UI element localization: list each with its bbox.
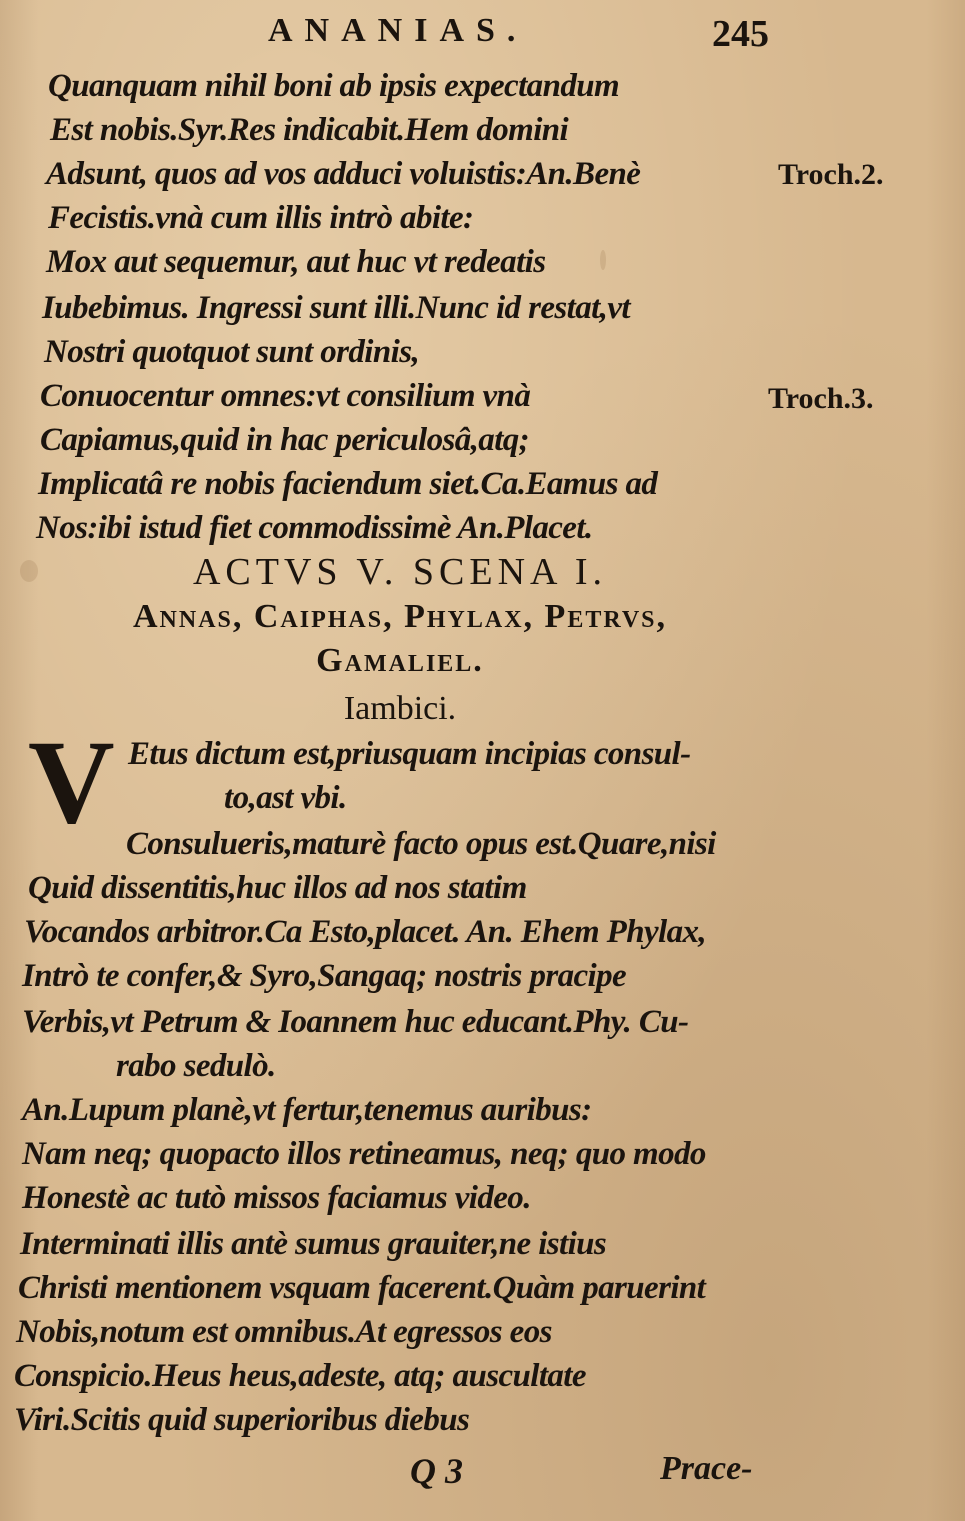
text-line: Implicatâ re nobis faciendum siet.Ca.Eamus ad: [38, 466, 658, 502]
act-heading: ACTVS V. SCENA I.: [192, 551, 608, 593]
text-line: Fecistis.vnà cum illis intrò abite:: [48, 200, 474, 236]
text-line: Vocandos arbitror.Ca Esto,placet. An. Ehem Phylax,: [24, 914, 707, 950]
text-line: Adsunt, quos ad vos adduci voluistis:An.Benè: [46, 156, 641, 192]
text-line: Consulueris,maturè facto opus est.Quare,nisi: [126, 826, 716, 862]
paper-stain: [600, 250, 606, 270]
text-line: Quanquam nihil boni ab ipsis expectandum: [48, 68, 620, 104]
page-number: 245: [712, 13, 769, 55]
drop-cap: V: [28, 715, 115, 848]
text-line: Nostri quotquot sunt ordinis,: [44, 334, 420, 370]
text-line: Verbis,vt Petrum & Ioannem huc educant.Phy. Cu-: [22, 1004, 689, 1040]
text-line: Quid dissentitis,huc illos ad nos statim: [28, 870, 527, 906]
text-line: Iubebimus. Ingressi sunt illi.Nunc id restat,vt: [42, 290, 630, 326]
text-line: Conspicio.Heus heus,adeste, atq; auscultate: [14, 1358, 586, 1394]
text-line: Conuocentur omnes:vt consilium vnà: [40, 378, 531, 414]
text-line: Capiamus,quid in hac periculosâ,atq;: [40, 422, 530, 458]
running-head: ANANIAS.: [268, 12, 528, 49]
signature-mark: Q 3: [410, 1451, 463, 1491]
text-line: Nam neq; quopacto illos retineamus, neq; quo modo: [22, 1136, 706, 1172]
catchword: Prace-: [660, 1450, 753, 1487]
text-line: Etus dictum est,priusquam incipias consul-: [128, 736, 691, 772]
text-line: Intrò te confer,& Syro,Sangaq; nostris pracipe: [22, 958, 627, 994]
text-line: rabo sedulò.: [116, 1048, 276, 1084]
text-line: Mox aut sequemur, aut huc vt redeatis: [46, 244, 546, 280]
margin-note: Troch.3.: [768, 382, 874, 415]
text-line: Viri.Scitis quid superioribus diebus: [14, 1402, 470, 1438]
text-line: Nos:ibi istud fiet commodissimè An.Placet.: [36, 510, 593, 546]
cast-list: Gamaliel.: [316, 642, 484, 679]
text-line: Interminati illis antè sumus grauiter,ne istius: [20, 1226, 607, 1262]
text-line: An.Lupum planè,vt fertur,tenemus auribus:: [22, 1092, 592, 1128]
meter-label: Iambici.: [343, 690, 457, 727]
text-line: to,ast vbi.: [224, 780, 347, 816]
margin-note: Troch.2.: [778, 158, 884, 191]
text-line: Est nobis.Syr.Res indicabit.Hem domini: [50, 112, 569, 148]
text-line: Honestè ac tutò missos faciamus video.: [22, 1180, 531, 1216]
text-line: Nobis,notum est omnibus.At egressos eos: [16, 1314, 552, 1350]
cast-list: Annas, Caiphas, Phylax, Petrvs,: [132, 598, 668, 635]
text-line: Christi mentionem vsquam facerent.Quàm paruerint: [18, 1270, 706, 1306]
